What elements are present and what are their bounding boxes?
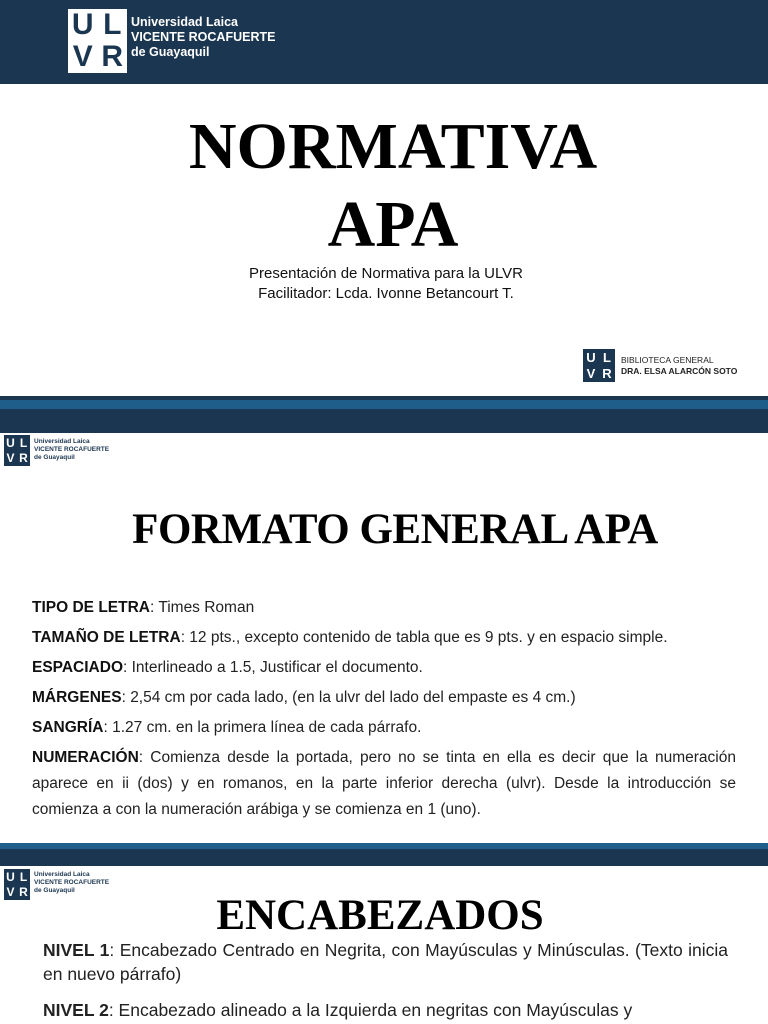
slide-1: [0, 0, 768, 400]
list-item: NIVEL 1: Encabezado Centrado en Negrita, con Mayúsculas y Minúsculas. (Texto inicia en nuevo párrafo): [43, 940, 728, 984]
list-item: TAMAÑO DE LETRA: 12 pts., excepto contenido de tabla que es 9 pts. y en espacio simple.: [32, 629, 668, 646]
list-item: SANGRÍA: 1.27 cm. en la primera línea de cada párrafo.: [32, 719, 422, 736]
ulvr-logo-small: U L V R: [4, 435, 30, 466]
university-name: Universidad Laica VICENTE ROCAFUERTE de Guayaquil: [131, 15, 276, 59]
slide-title: NORMATIVA APA: [188, 110, 598, 261]
list-item: NIVEL 2: Encabezado alineado a la Izquierda en negritas con Mayúsculas y: [43, 1000, 633, 1020]
library-name: BIBLIOTECA GENERAL DRA. ELSA ALARCÓN SOTO: [621, 355, 738, 376]
separator-stripe: [0, 843, 768, 849]
slide-3: [0, 866, 768, 1024]
slide-separator: [0, 843, 768, 866]
list-item: MÁRGENES: 2,54 cm por cada lado, (en la ulvr del lado del empaste es 4 cm.): [32, 689, 576, 706]
ulvr-logo: U L V R: [68, 9, 127, 73]
list-item: TIPO DE LETRA: Times Roman: [32, 599, 255, 616]
slide-2: [0, 433, 768, 843]
slide-separator: [0, 400, 768, 433]
heading-levels-list: [43, 938, 728, 1024]
slide-title: ENCABEZADOS: [216, 892, 544, 939]
ulvr-logo-small: U L V R: [4, 869, 30, 900]
format-list: [32, 595, 736, 827]
university-name-small: Universidad Laica VICENTE ROCAFUERTE de Guayaquil: [34, 871, 110, 894]
list-item: ESPACIADO: Interlineado a 1.5, Justificar el documento.: [32, 659, 423, 676]
slide-title: FORMATO GENERAL APA: [132, 506, 658, 553]
university-name-small: Universidad Laica VICENTE ROCAFUERTE de Guayaquil: [34, 438, 110, 461]
separator-stripe: [0, 400, 768, 409]
list-item: NUMERACIÓN: Comienza desde la portada, pero no se tinta en ella es decir que la numeración aparece en ii (dos) y en romanos, en la parte inferior derecha (ulvr). Desde la introducción se comienza a con la numeración arábiga y se comienza en 1 (uno).: [32, 749, 736, 818]
library-logo: U L V R: [583, 349, 615, 382]
slide-subtitle: Presentación de Normativa para la ULVR Facilitador: Lcda. Ivonne Betancourt T.: [248, 265, 524, 302]
